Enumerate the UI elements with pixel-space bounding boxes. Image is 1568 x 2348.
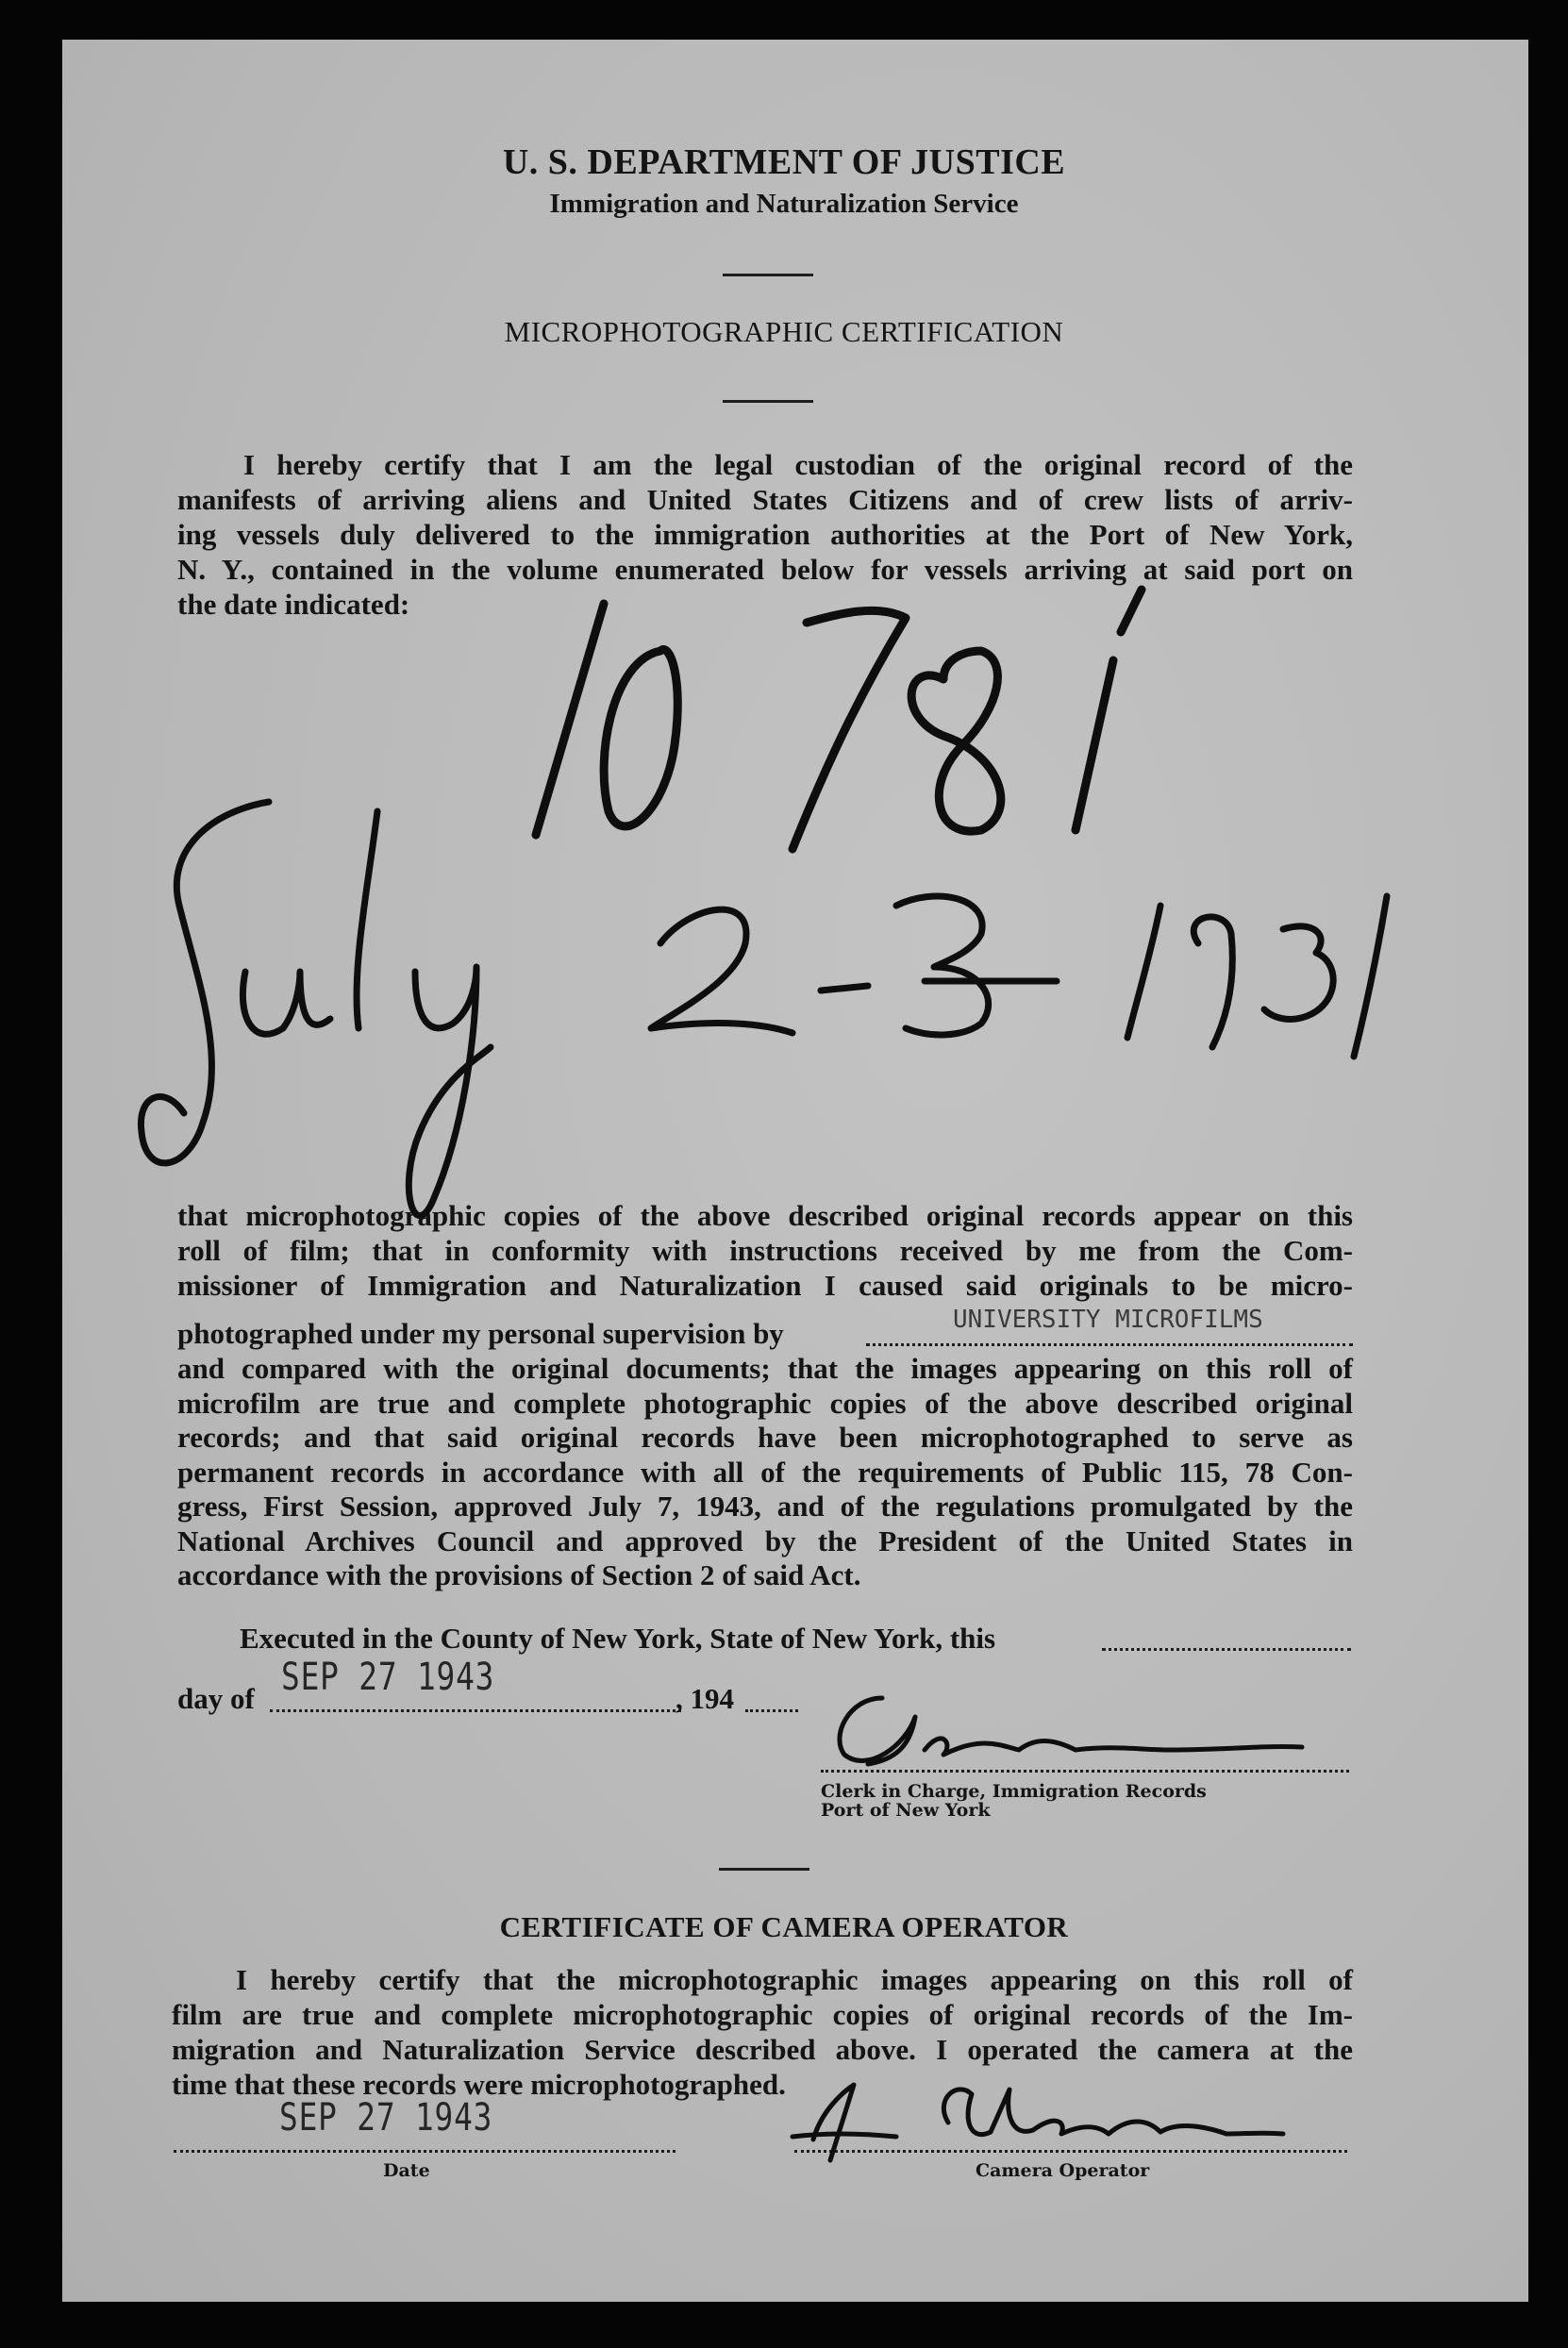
statement-line: I hereby certify that the microphotographic images appearing on this roll of — [236, 1963, 1353, 1996]
statement-line: records; and that said original records have been microphotographed to serve as — [177, 1421, 1353, 1454]
dotted-line — [866, 1343, 1353, 1346]
statement-line: time that these records were microphotographed. — [172, 2068, 786, 2101]
camera-operator-title: CERTIFICATE OF CAMERA OPERATOR — [499, 1910, 1069, 1943]
statement-line: ing vessels duly delivered to the immigration authorities at the Port of New York, — [177, 518, 1353, 551]
date-stamp: SEP 27 1943 — [281, 1656, 495, 1699]
date-label: Date — [383, 2160, 430, 2181]
camera-operator-label: Camera Operator — [976, 2160, 1150, 2181]
date-line — [174, 2150, 676, 2153]
dotted-line — [270, 1709, 681, 1712]
microfilm-company-stamp: UNIVERSITY MICROFILMS — [953, 1306, 1263, 1334]
signature-line — [821, 1770, 1349, 1773]
statement-line: migration and Naturalization Service described above. I operated the camera at the — [172, 2033, 1353, 2066]
operator-signature-line — [794, 2150, 1347, 2153]
operator-date-stamp: SEP 27 1943 — [279, 2096, 493, 2140]
executed-text: Executed in the County of New York, State of New York, this — [240, 1622, 996, 1655]
clerk-location: Port of New York — [821, 1800, 991, 1821]
department-heading: U. S. DEPARTMENT OF JUSTICE — [502, 142, 1066, 182]
records-statement-continued — [177, 1352, 1353, 1593]
custodian-statement — [177, 447, 1353, 622]
year-prefix: , 194 — [676, 1682, 734, 1715]
records-statement — [177, 1198, 1353, 1303]
statement-line: missioner of Immigration and Naturalization I caused said originals to be micro- — [177, 1269, 1353, 1302]
statement-line: roll of film; that in conformity with instructions received by me from the Com- — [177, 1234, 1353, 1267]
statement-line: microfilm are true and complete photographic copies of the above described original — [177, 1386, 1353, 1420]
divider — [719, 1868, 809, 1871]
statement-line: film are true and complete microphotographic copies of original records of the Im- — [172, 1998, 1353, 2031]
clerk-title: Clerk in Charge, Immigration Records — [821, 1781, 1207, 1802]
statement-line: and compared with the original documents; that the images appearing on this roll of — [177, 1352, 1353, 1385]
statement-line: I hereby certify that I am the legal custodian of the original record of the — [243, 448, 1353, 481]
statement-line: that microphotographic copies of the above described original records appear on this — [177, 1199, 1353, 1232]
statement-line: N. Y., contained in the volume enumerated below for vessels arriving at said port on — [177, 553, 1353, 586]
divider — [723, 400, 813, 403]
supervision-prefix: photographed under my personal supervision by — [177, 1317, 784, 1350]
statement-line: manifests of arriving aliens and United States Citizens and of crew lists of arriv- — [177, 483, 1353, 516]
statement-line: permanent records in accordance with all of the requirements of Public 115, 78 Con- — [177, 1455, 1353, 1489]
day-of-label: day of — [177, 1682, 255, 1715]
certification-title: MICROPHOTOGRAPHIC CERTIFICATION — [504, 315, 1064, 348]
statement-line: accordance with the provisions of Section 2 of said Act. — [177, 1558, 861, 1591]
statement-line: National Archives Council and approved by the President of the United States in — [177, 1524, 1353, 1557]
statement-line: gress, First Session, approved July 7, 1943, and of the regulations promulgated by the — [177, 1490, 1353, 1523]
service-subheading: Immigration and Naturalization Service — [549, 189, 1019, 219]
camera-operator-statement — [172, 1962, 1353, 2102]
divider — [723, 274, 813, 276]
statement-line: the date indicated: — [177, 588, 410, 621]
dotted-line — [745, 1709, 798, 1712]
dotted-line — [1102, 1648, 1351, 1651]
